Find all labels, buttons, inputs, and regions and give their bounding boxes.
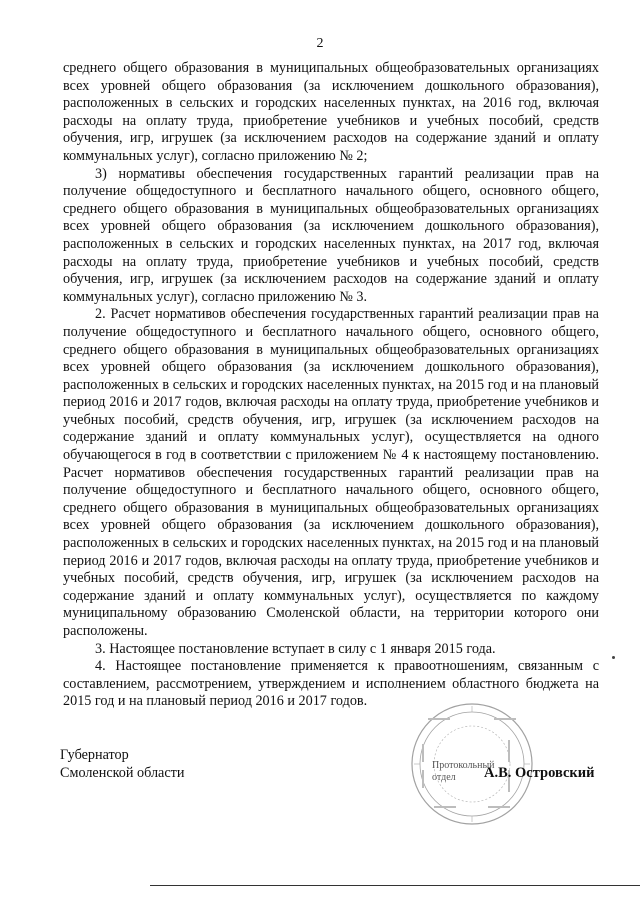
page-number: 2 <box>316 36 324 51</box>
paragraph: 3) нормативы обеспечения государственных гарантий реализации прав на получение общедоступного и бесплатного начального общего, основного общего, среднего общего образования в муниципальных общеобразовательных организациях всех уровней общего образования (за исключением дошкольного образования), расположенных в сельских и городских населенных пунктах, на 2017 год, включая расходы на оплату труда, приобретение учебников и учебных пособий, средств обучения, игр, игрушек (за исключением расходов на содержание зданий и оплату коммунальных услуг), согласно приложению № 3. <box>63 165 599 305</box>
signatory-title-line1: Губернатор <box>60 747 129 763</box>
paragraph: среднего общего образования в муниципальных общеобразовательных организациях всех уровней общего образования (за исключением дошкольного образования), расположенных в сельских и городских населенных пунктах, на 2016 год, включая расходы на оплату труда, приобретение учебников и учебных пособий, средств обучения, игр, игрушек (за исключением расходов на содержание зданий и оплату коммунальных услуг), согласно приложению № 2; <box>63 60 599 164</box>
signatory-title <box>60 747 184 782</box>
margin-mark <box>612 656 615 659</box>
paragraph: 4. Настоящее постановление применяется к правоотношениям, связанным с составлением, рассмотрением, утверждением и исполнением областного бюджета на 2015 год и на плановый период 2016 и 2017 годов. <box>63 658 599 710</box>
document-body <box>63 60 599 711</box>
signatory-name: А.В. Островский <box>484 765 595 781</box>
paragraph: 2. Расчет нормативов обеспечения государственных гарантий реализации прав на получение общедоступного и бесплатного начального общего, основного общего, среднего общего образования в муниципальных общеобразовательных организациях всех уровней общего образования (за исключением дошкольного образования), расположенных в сельских и городских населенных пунктах, на 2015 год и на плановый период 2016 и 2017 годов, включая расходы на оплату труда, приобретение учебников и учебных пособий, средств обучения, игр, игрушек (за исключением расходов на содержание зданий и оплату коммунальных услуг), осуществляется на одного обучающегося в год в соответствии с приложением № 4 к настоящему постановлению. Расчет нормативов обеспечения государственных гарантий реализации прав на получение общедоступного и бесплатного начального общего, основного общего, среднего общего образования в муниципальных общеобразовательных организациях всех уровней общего образования (за исключением дошкольного образования), расположенных в сельских и городских населенных пунктах, на 2015 год и на плановый период 2016 и 2017 годов, включая расходы на оплату труда, приобретение учебников и учебных пособий, средств обучения, игр, игрушек (за исключением расходов на содержание зданий и оплату коммунальных услуг), осуществляется по каждому муниципальному образованию Смоленской области, на территории которого они расположены. <box>63 306 599 639</box>
stamp-label-line1: Протокольный <box>432 760 495 771</box>
stamp-label-line2: отдел <box>432 772 456 783</box>
bottom-rule <box>150 885 640 886</box>
paragraph: 3. Настоящее постановление вступает в силу с 1 января 2015 года. <box>95 640 496 657</box>
signatory-title-line2: Смоленской области <box>60 764 185 781</box>
